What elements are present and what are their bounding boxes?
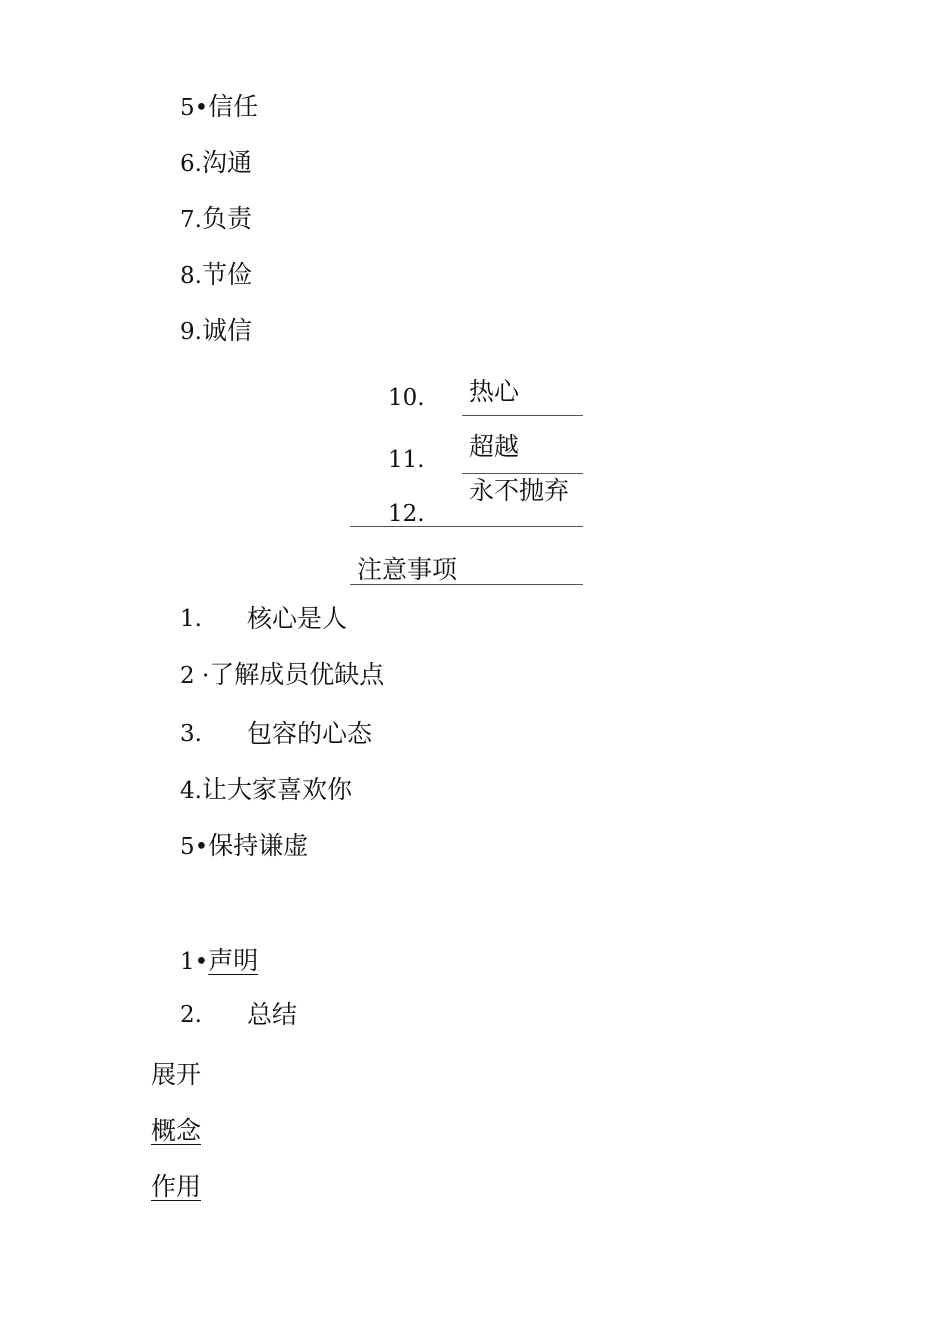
list-item — [180, 660, 384, 691]
list-item — [180, 92, 258, 123]
list-item-text: 节俭 — [201, 260, 252, 289]
list-item-number: 6. — [180, 151, 202, 177]
list-item-text: 了解成员优缺点 — [209, 660, 385, 689]
table-row-text: 永不抛弃 — [469, 477, 569, 505]
section-heading: 注意事项 — [357, 555, 458, 584]
list-item — [180, 719, 373, 749]
list-item-number: 9. — [180, 319, 202, 345]
list-item — [180, 316, 252, 347]
concept-link[interactable]: 概念 — [151, 1116, 202, 1145]
list-item-number: 5• — [180, 95, 209, 121]
list-item-number: 3. — [180, 721, 202, 747]
list-item-text: 让大家喜欢你 — [201, 775, 352, 804]
statement-link[interactable]: 声明 — [208, 946, 259, 975]
list-item — [180, 204, 252, 235]
list-item-text: 包容的心态 — [247, 719, 373, 748]
table-row-text: 热心 — [469, 377, 520, 406]
list-item-number: 8. — [180, 263, 202, 289]
list-item-number: 7. — [180, 207, 202, 233]
list-item-number: 1• — [180, 949, 209, 975]
list-item-text: 负责 — [201, 204, 252, 233]
list-item-text: 信任 — [208, 92, 259, 121]
list-item-number: 2. — [180, 1002, 202, 1028]
table-row-number: 12. — [388, 501, 425, 527]
table-row-number: 11. — [388, 447, 425, 473]
list-item-text: 核心是人 — [247, 604, 348, 633]
list-item — [180, 946, 258, 977]
function-link[interactable]: 作用 — [151, 1172, 202, 1201]
table-divider — [350, 584, 583, 585]
list-item-text: 保持谦虚 — [208, 831, 309, 860]
table-row-text: 超越 — [469, 432, 520, 461]
list-item-number: 2 · — [180, 663, 210, 689]
list-item-text: 诚信 — [201, 316, 252, 345]
list-item-text: 总结 — [247, 1000, 298, 1029]
list-item — [180, 260, 252, 291]
table-cell-clipped — [469, 477, 569, 526]
list-item — [180, 1000, 298, 1030]
list-item-number: 1. — [180, 606, 202, 632]
table-divider — [350, 526, 583, 527]
table-divider — [462, 415, 583, 416]
expand-link[interactable]: 展开 — [151, 1060, 202, 1089]
list-item-number: 5• — [180, 834, 209, 860]
list-item-text: 沟通 — [201, 148, 252, 177]
table-divider — [462, 473, 583, 474]
list-item — [180, 775, 352, 806]
list-item — [180, 148, 252, 179]
list-item — [180, 831, 308, 862]
list-item-number: 4. — [180, 778, 202, 804]
list-item — [180, 604, 348, 634]
table-row-number: 10. — [388, 385, 425, 411]
